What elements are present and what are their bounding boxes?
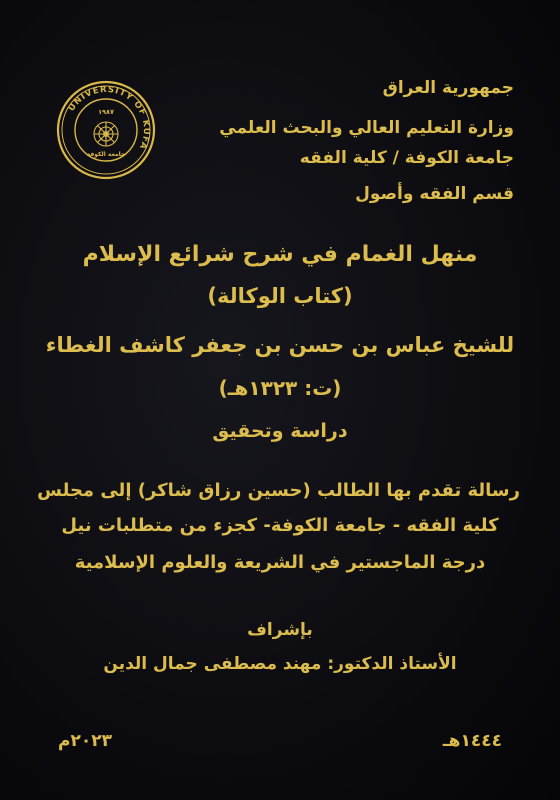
svg-text:١٩٨٧: ١٩٨٧ xyxy=(98,108,114,116)
study-label: دراسة وتحقيق xyxy=(212,420,348,442)
university-seal-logo xyxy=(56,80,156,180)
supervision-label: بإشراف xyxy=(247,620,313,640)
thesis-statement-line-3: درجة الماجستير في الشريعة والعلوم الإسلامية xyxy=(74,552,486,573)
author-line: للشيخ عباس بن حسن بن جعفر كاشف الغطاء xyxy=(45,333,515,357)
thesis-statement-line-1: رسالة تقدم بها الطالب (حسين رزاق شاكر) إلى مجلس xyxy=(37,480,520,501)
header-department: قسم الفقه وأصول xyxy=(355,184,514,204)
header-ministry: وزارة التعليم العالي والبحث العلمي xyxy=(219,118,514,138)
header-republic: جمهورية العراق xyxy=(382,78,514,98)
thesis-title: منهل الغمام في شرح شرائع الإسلام xyxy=(82,242,478,267)
hijri-year: ١٤٤٤هـ xyxy=(442,731,502,751)
svg-text:جامعة الكوفة: جامعة الكوفة xyxy=(86,151,126,158)
book-subtitle: (كتاب الوكالة) xyxy=(207,284,353,308)
supervisor-name: الأستاذ الدكتور: مهند مصطفى جمال الدين xyxy=(103,654,457,674)
gregorian-year: ٢٠٢٣م xyxy=(58,731,112,751)
thesis-statement-line-2: كلية الفقه - جامعة الكوفة- كجزء من متطلبات نيل xyxy=(61,515,499,536)
svg-text:UNIVERSITY OF KUFA: UNIVERSITY OF KUFA xyxy=(66,84,152,152)
header-university: جامعة الكوفة / كلية الفقه xyxy=(299,148,514,168)
death-date: (ت: ١٣٢٣هـ) xyxy=(218,376,342,400)
